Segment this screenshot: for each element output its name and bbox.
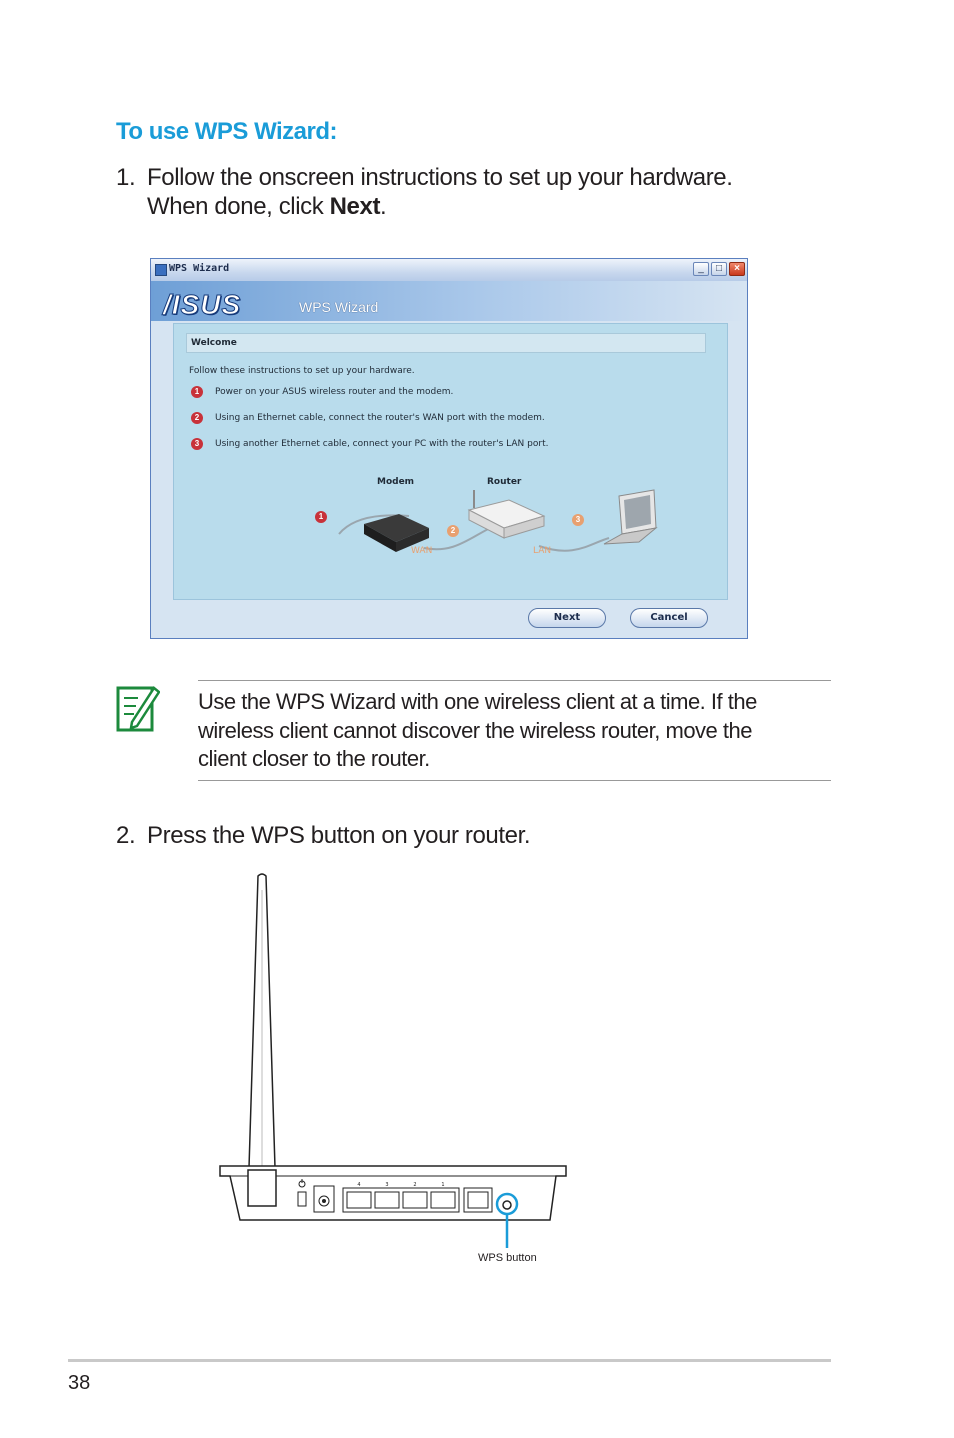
window-titlebar (151, 259, 747, 282)
modem-label: Modem (377, 477, 415, 487)
step-1-line-1: Follow the onscreen instructions to set up your hardware. (147, 164, 733, 191)
asus-logo: /ISUS (163, 289, 242, 320)
note-line-3: client closer to the router. (198, 746, 430, 771)
note-top-rule (198, 680, 831, 681)
close-icon[interactable]: × (729, 262, 745, 276)
cancel-button[interactable]: Cancel (630, 608, 708, 628)
diagram-badge-3: 3 (572, 514, 584, 526)
window-title: WPS Wizard (169, 263, 230, 274)
page-number: 38 (68, 1372, 91, 1394)
maximize-icon[interactable]: □ (711, 262, 727, 276)
wps-wizard-window (150, 258, 748, 639)
step-2-text: Press the WPS button on your router. (147, 822, 531, 849)
instruction-badge-1: 1 (191, 386, 203, 398)
port-label-1: 1 (441, 1182, 445, 1188)
instruction-badge-2: 2 (191, 412, 203, 424)
lan-label: LAN (533, 546, 552, 556)
connection-diagram (304, 486, 664, 576)
next-button[interactable]: Next (528, 608, 606, 628)
section-heading: To use WPS Wizard: (116, 118, 338, 145)
diagram-badge-1: 1 (315, 511, 327, 523)
step-1-line-2-prefix: When done, click (147, 193, 330, 220)
router-label: Router (487, 477, 522, 487)
step-1-next-bold: Next (329, 193, 381, 220)
step-1-number: 1. (116, 164, 136, 191)
port-label-4: 4 (357, 1182, 361, 1188)
instruction-1: Power on your ASUS wireless router and the modem. (215, 387, 454, 397)
note-text (198, 688, 818, 774)
note-bottom-rule (198, 780, 831, 781)
minimize-icon[interactable]: _ (693, 262, 709, 276)
port-label-2: 2 (413, 1182, 417, 1188)
wizard-app-title: WPS Wizard (299, 299, 379, 315)
step-2-number: 2. (116, 822, 136, 849)
app-icon (155, 264, 167, 276)
laptop-icon (604, 490, 656, 544)
step-1 (116, 163, 733, 221)
wizard-content-panel (173, 323, 728, 600)
note-line-2: wireless client cannot discover the wireless router, move the (198, 717, 752, 743)
diagram-badge-2: 2 (447, 525, 459, 537)
step-2 (116, 821, 530, 850)
note-icon (116, 682, 160, 734)
instruction-3: Using another Ethernet cable, connect your PC with the router's LAN port. (215, 439, 549, 449)
footer-rule (68, 1359, 831, 1362)
router-icon (469, 490, 544, 538)
welcome-header: Welcome (186, 333, 706, 353)
instruction-2: Using an Ethernet cable, connect the router's WAN port with the modem. (215, 413, 545, 423)
step-1-line-2-suffix: . (380, 193, 387, 220)
antenna-icon (248, 874, 276, 1204)
router-rear-drawing (218, 870, 570, 1265)
wizard-intro: Follow these instructions to set up your hardware. (189, 366, 415, 376)
note-line-1: Use the WPS Wizard with one wireless client at a time. If the (198, 689, 757, 714)
wps-button-label: WPS button (478, 1252, 537, 1264)
wan-label: WAN (411, 546, 433, 556)
port-label-3: 3 (385, 1182, 389, 1188)
instruction-badge-3: 3 (191, 438, 203, 450)
